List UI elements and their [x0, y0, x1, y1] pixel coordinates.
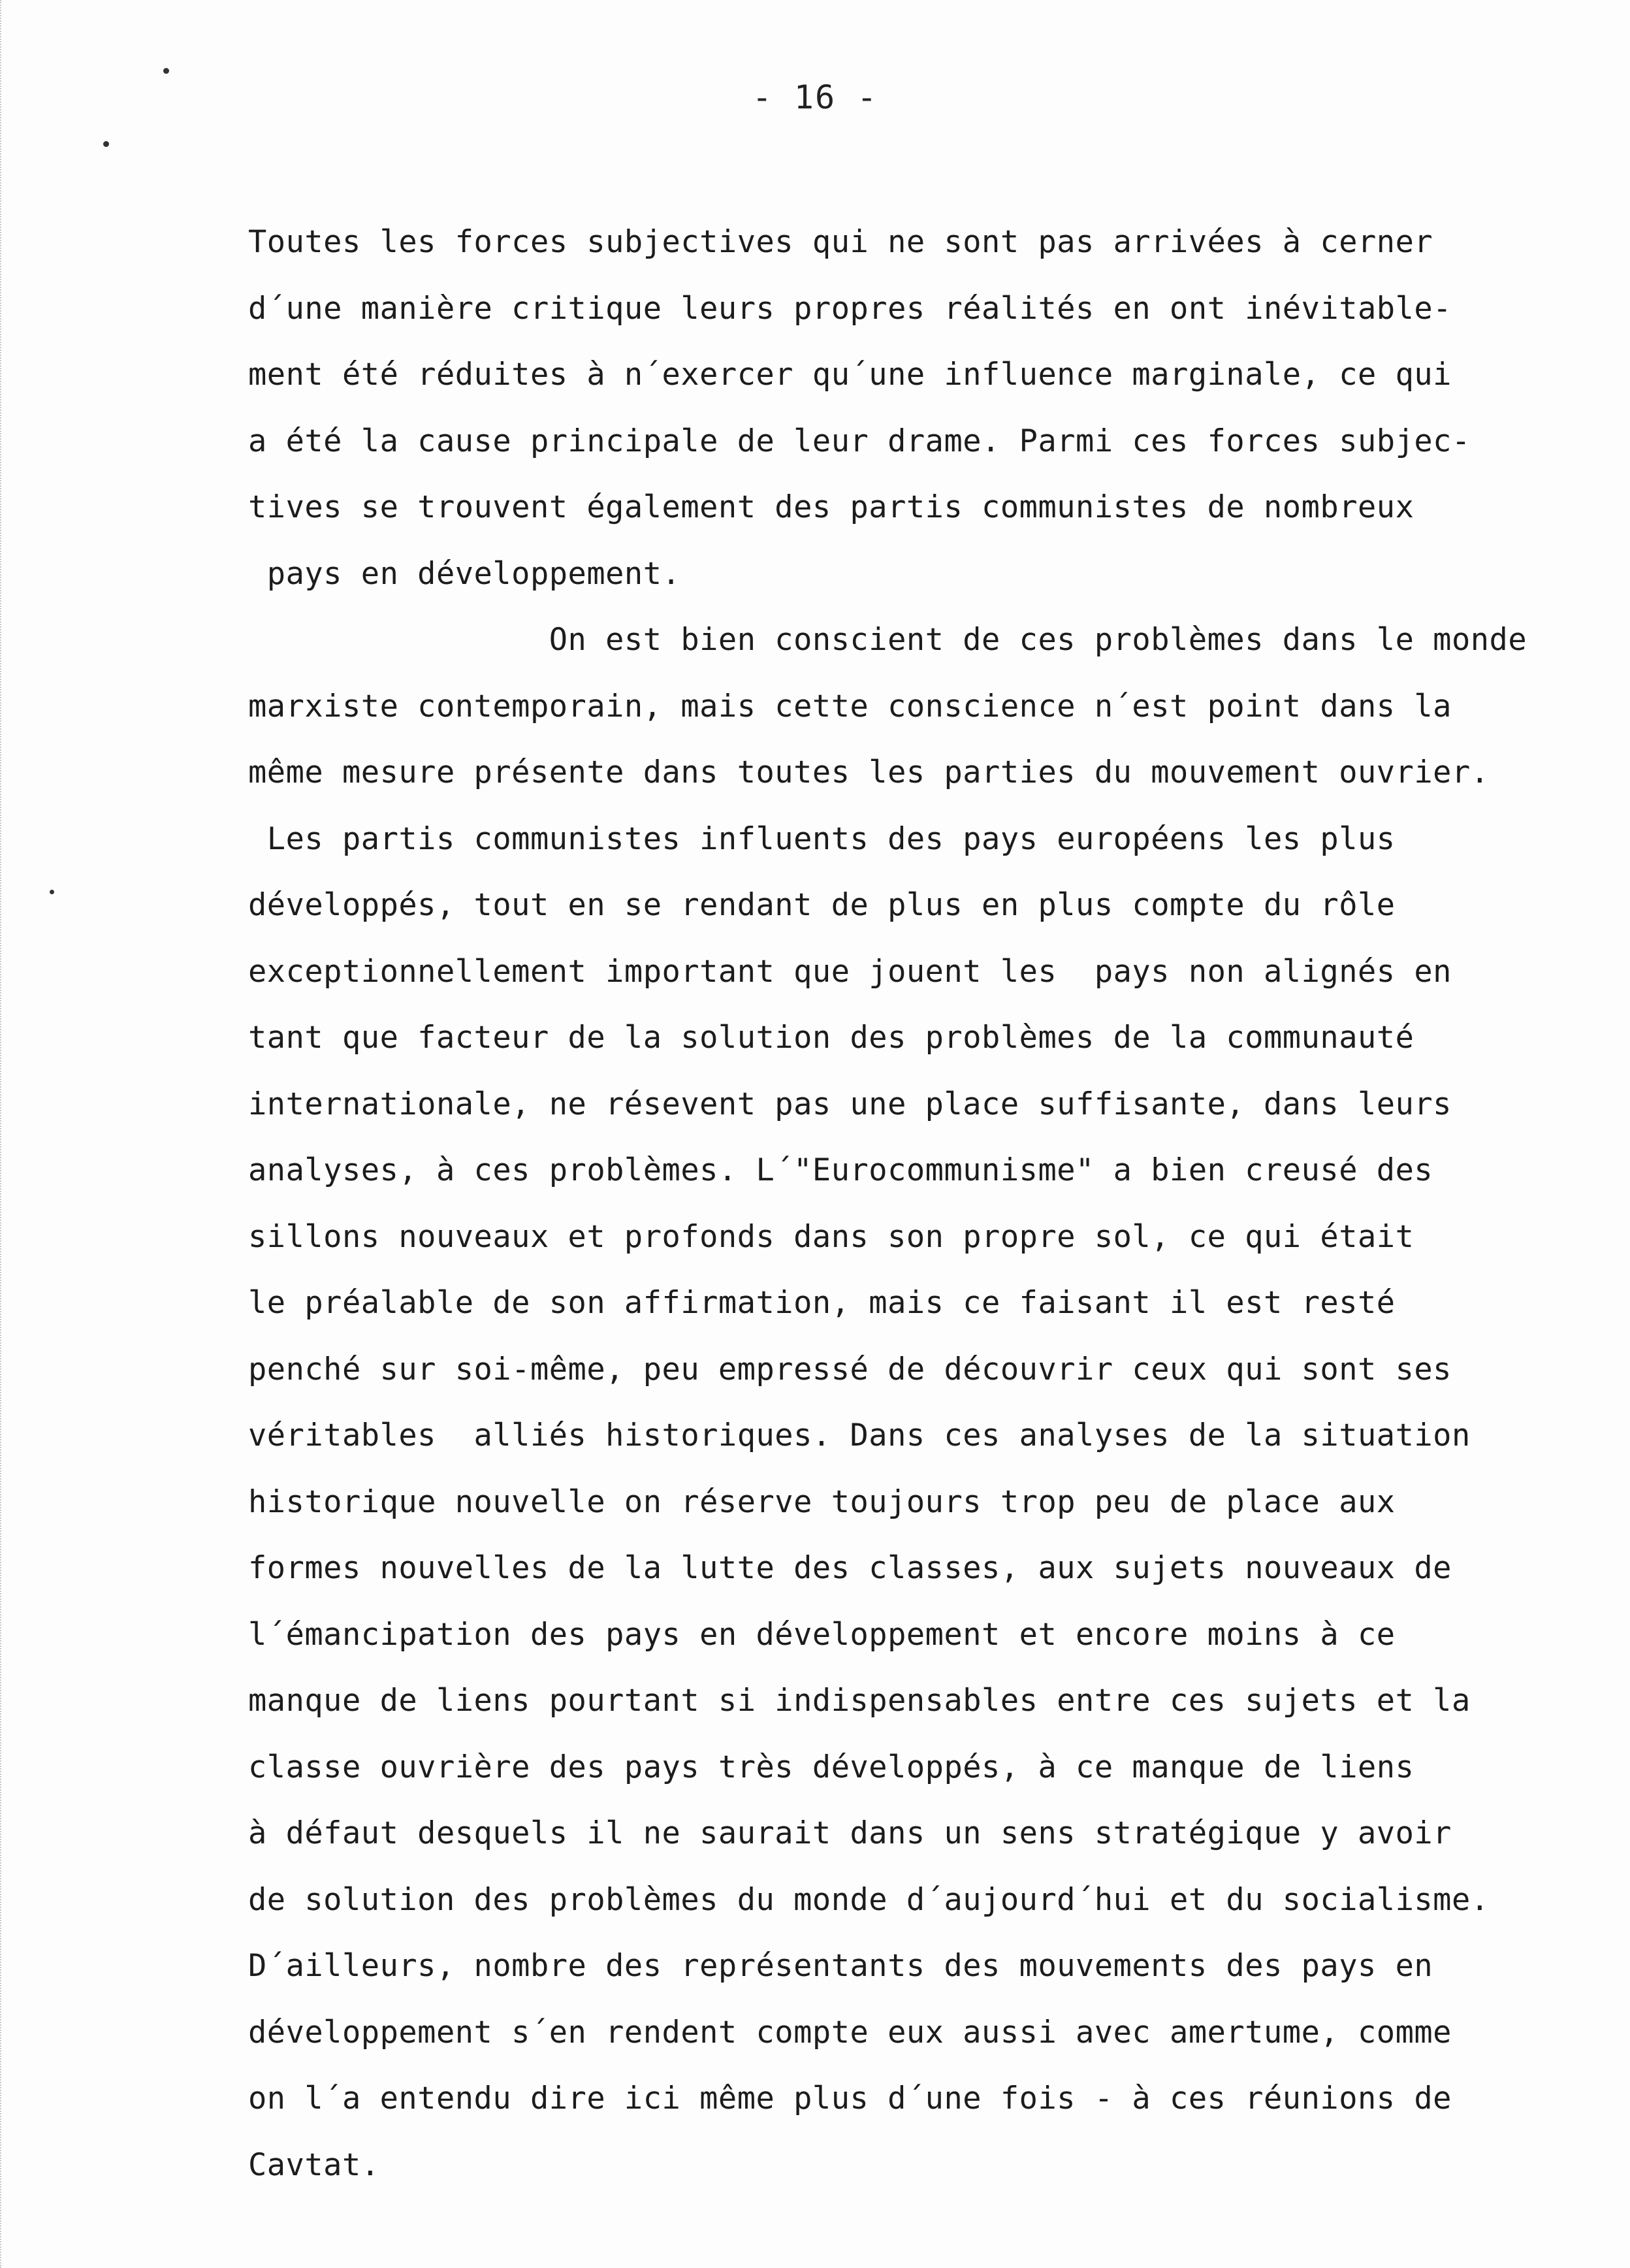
text-line: marxiste contemporain, mais cette conscience n´est point dans la	[248, 688, 1452, 724]
text-line: on l´a entendu dire ici même plus d´une fois - à ces réunions de	[248, 2081, 1452, 2116]
text-line: tives se trouvent également des partis communistes de nombreux	[248, 489, 1414, 525]
text-line: tant que facteur de la solution des problèmes de la communauté	[248, 1020, 1414, 1056]
text-line: même mesure présente dans toutes les parties du mouvement ouvrier.	[248, 754, 1490, 790]
scan-edge	[0, 0, 5, 2268]
text-line: manque de liens pourtant si indispensables entre ces sujets et la	[248, 1683, 1471, 1719]
text-line: penché sur soi-même, peu empressé de découvrir ceux qui sont ses	[248, 1351, 1452, 1387]
body-text	[248, 209, 1593, 2198]
text-line: analyses, à ces problèmes. L´"Eurocommunisme" a bien creusé des	[248, 1152, 1433, 1188]
text-line: d´une manière critique leurs propres réalités en ont inévitable-	[248, 290, 1452, 327]
page-number: - 16 -	[752, 78, 878, 116]
text-line: Les partis communistes influents des pays européens les plus	[248, 820, 1396, 857]
text-line: à défaut desquels il ne saurait dans un sens stratégique y avoir	[248, 1815, 1452, 1851]
text-line: développement s´en rendent compte eux aussi avec amertume, comme	[248, 2014, 1452, 2050]
text-line: a été la cause principale de leur drame. Parmi ces forces subjec-	[248, 423, 1471, 459]
scan-speck	[50, 890, 54, 894]
text-line: classe ouvrière des pays très développés, à ce manque de liens	[248, 1749, 1414, 1785]
text-line: Cavtat.	[248, 2146, 380, 2183]
text-line: exceptionnellement important que jouent les pays non alignés en	[248, 953, 1452, 990]
text-line: D´ailleurs, nombre des représentants des mouvements des pays en	[248, 1948, 1433, 1984]
scan-speck	[103, 141, 109, 147]
text-line: pays en développement.	[248, 555, 681, 592]
text-line: historique nouvelle on réserve toujours trop peu de place aux	[248, 1483, 1396, 1520]
text-line: formes nouvelles de la lutte des classes, aux sujets nouveaux de	[248, 1550, 1452, 1586]
text-line: On est bien conscient de ces problèmes dans le monde	[248, 622, 1527, 658]
text-line: développés, tout en se rendant de plus en plus compte du rôle	[248, 887, 1396, 923]
text-line: sillons nouveaux et profonds dans son propre sol, ce qui était	[248, 1218, 1414, 1255]
text-line: l´émancipation des pays en développement et encore moins à ce	[248, 1616, 1396, 1653]
text-line: le préalable de son affirmation, mais ce faisant il est resté	[248, 1285, 1396, 1321]
text-line: ment été réduites à n´exercer qu´une influence marginale, ce qui	[248, 357, 1452, 393]
text-line: véritables alliés historiques. Dans ces analyses de la situation	[248, 1418, 1471, 1453]
scan-speck	[163, 68, 169, 74]
text-line: de solution des problèmes du monde d´aujourd´hui et du socialisme.	[248, 1881, 1490, 1918]
text-line: Toutes les forces subjectives qui ne sont pas arrivées à cerner	[248, 224, 1433, 260]
text-line: internationale, ne résevent pas une place suffisante, dans leurs	[248, 1086, 1452, 1122]
